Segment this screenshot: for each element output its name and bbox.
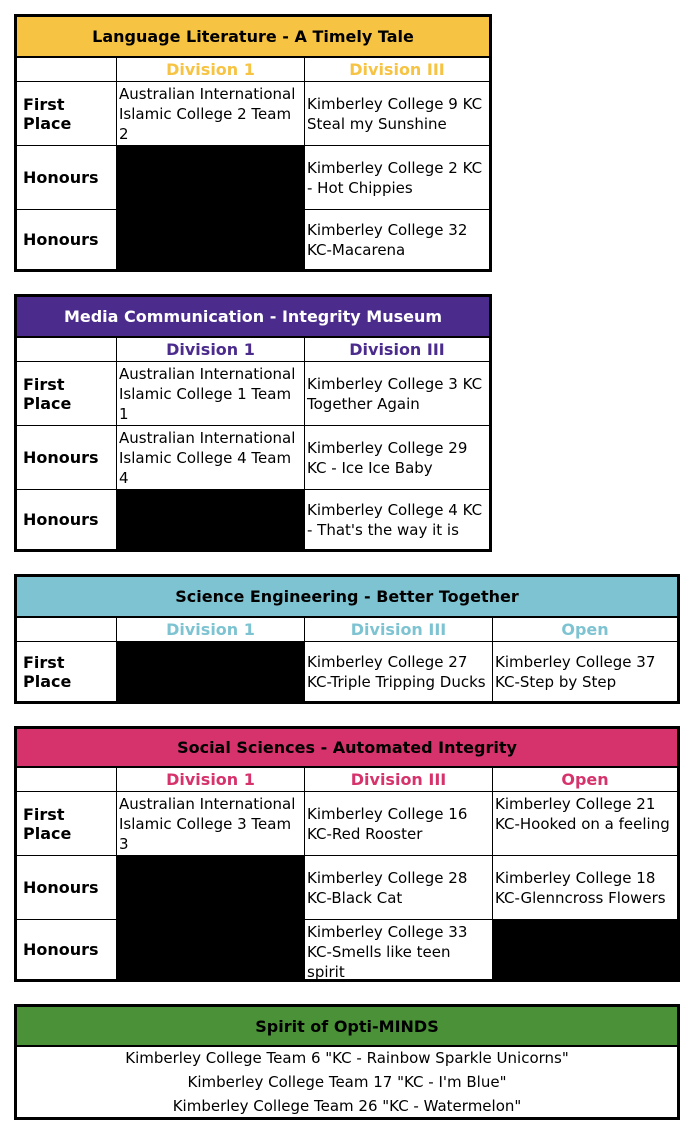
lang-row1-div1: Australian International Islamic College 2 Team 2 [117,82,305,146]
science-row-label: First Place [17,642,117,701]
lang-row1-div3: Kimberley College 9 KC Steal my Sunshine [305,82,489,146]
lang-corner-cell [17,58,117,82]
science-col-division3: Division III [305,618,493,642]
lang-row2-div1-empty [117,146,305,210]
social-row1-div1: Australian International Islamic College 3 Team 3 [117,792,305,856]
science-row1-div1-empty [117,642,305,701]
lang-title: Language Literature - A Timely Tale [17,17,489,58]
science-corner-cell [17,618,117,642]
social-title: Social Sciences - Automated Integrity [17,729,677,768]
media-row3-div3: Kimberley College 4 KC - That's the way it is [307,500,483,539]
lang-col-division3: Division III [305,58,489,82]
social-col-open: Open [493,768,677,792]
science-row1-div3: Kimberley College 27 KC-Triple Tripping Ducks [305,642,493,701]
media-row1-div1: Australian International Islamic College 1 Team 1 [117,362,305,426]
media-row2-div3: Kimberley College 29 KC - Ice Ice Baby [305,426,489,490]
science-title: Science Engineering - Better Together [17,577,677,618]
media-row-label: Honours [17,490,117,549]
social-col-division1: Division 1 [117,768,305,792]
lang-row3-div1-empty [117,210,305,269]
science-col-division1: Division 1 [117,618,305,642]
media-communication-table [14,294,492,552]
media-row3-div1-empty [117,490,305,549]
science-row1-open: Kimberley College 37 KC-Step by Step [495,652,656,691]
social-row-label: Honours [17,856,117,920]
media-row2-div1: Australian International Islamic College 4 Team 4 [117,426,305,490]
spirit-entry: Kimberley College Team 26 "KC - Watermelon" [172,1097,522,1115]
media-row-label: Honours [17,426,117,490]
media-title: Media Communication - Integrity Museum [17,297,489,338]
social-sciences-table [14,726,680,982]
lang-col-division1: Division 1 [117,58,305,82]
media-corner-cell [17,338,117,362]
lang-row-label: Honours [17,146,117,210]
science-col-open: Open [493,618,677,642]
media-col-division1: Division 1 [117,338,305,362]
spirit-title: Spirit of Opti-MINDS [17,1007,677,1047]
lang-row2-div3: Kimberley College 2 KC - Hot Chippies [305,146,489,210]
spirit-entry: Kimberley College Team 6 "KC - Rainbow Sparkle Unicorns" [125,1049,569,1067]
lang-row-label: Honours [17,210,117,269]
social-row3-div3: Kimberley College 33 KC-Smells like teen spirit [305,920,493,979]
social-row-label: Honours [17,920,117,979]
media-col-division3: Division III [305,338,489,362]
social-row3-open-empty [493,920,677,979]
social-col-division3: Division III [305,768,493,792]
science-engineering-table [14,574,680,704]
social-row1-open: Kimberley College 21 KC-Hooked on a feeling [493,792,677,856]
social-corner-cell [17,768,117,792]
spirit-table [14,1004,680,1120]
social-row2-div3: Kimberley College 28 KC-Black Cat [305,856,493,920]
lang-row3-div3: Kimberley College 32 KC-Macarena [307,220,468,259]
lang-row-label: First Place [17,82,117,146]
spirit-entry: Kimberley College Team 17 "KC - I'm Blue" [187,1073,507,1091]
social-row2-open: Kimberley College 18 KC-Glenncross Flowers [493,856,677,920]
social-row2-div1-empty [117,856,305,920]
social-row3-div1-empty [117,920,305,979]
media-row-label: First Place [17,362,117,426]
language-literature-table [14,14,492,272]
social-row1-div3: Kimberley College 16 KC-Red Rooster [305,792,493,856]
social-row-label: First Place [17,792,117,856]
media-row1-div3: Kimberley College 3 KC Together Again [305,362,489,426]
